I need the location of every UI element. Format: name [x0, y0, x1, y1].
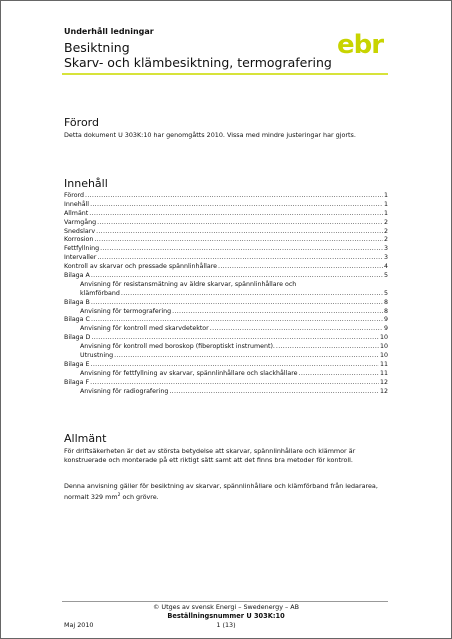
toc-entry-text: Fettfyllning — [64, 245, 100, 253]
toc-entry-page: 5 — [383, 272, 388, 280]
toc-entry[interactable] — [64, 210, 388, 219]
toc-entry-text: Utrustning — [80, 352, 114, 360]
toc-entry[interactable] — [64, 219, 388, 228]
toc-entry-text: Anvisning för radiografering — [80, 387, 169, 395]
toc-entry[interactable] — [64, 334, 388, 343]
toc-entry[interactable] — [64, 379, 388, 388]
toc-entry[interactable] — [64, 343, 388, 352]
toc-entry-page: 8 — [383, 307, 388, 315]
toc-entry[interactable] — [64, 281, 388, 290]
toc-entry-page: 5 — [383, 289, 388, 297]
toc-entry[interactable] — [64, 263, 388, 272]
toc-entry-page: 4 — [383, 263, 388, 271]
toc-entry-text: Bilaga A — [64, 272, 90, 280]
toc-entry[interactable] — [64, 290, 388, 299]
toc-entry[interactable] — [64, 308, 388, 317]
forord-heading: Förord — [64, 116, 99, 129]
toc-entry-page: 2 — [383, 218, 388, 226]
toc-entry-page: 12 — [379, 387, 388, 395]
toc-entry-text: Bilaga C — [64, 316, 90, 324]
toc-entry-text: Anvisning för termografering — [80, 307, 172, 315]
innehall-heading: Innehåll — [64, 177, 108, 190]
toc-entry-text: Bilaga D — [64, 334, 91, 342]
toc-entry-page: 3 — [383, 245, 388, 253]
toc-entry[interactable] — [64, 201, 388, 210]
document-subtitle: Skarv- och klämbesiktning, termografering — [64, 55, 332, 70]
toc-entry[interactable] — [64, 272, 388, 281]
toc-entry-text: Anvisning för resistansmätning av äldre skarvar, spännlinhållare och — [80, 280, 297, 288]
toc-entry[interactable] — [64, 388, 388, 397]
toc-entry-text: Varmgång — [64, 218, 97, 226]
toc-entry-page: 8 — [383, 298, 388, 306]
toc-entry-text: Bilaga E — [64, 360, 90, 368]
toc-entry-page: 1 — [383, 200, 388, 208]
toc-entry-page: 1 — [383, 209, 388, 217]
footer-date: Maj 2010 — [64, 621, 94, 629]
toc-entry-page: 2 — [383, 227, 388, 235]
toc-entry-text: Förord — [64, 192, 85, 199]
toc-entry[interactable] — [64, 228, 388, 237]
toc-entry-text: Anvisning för kontroll med boroskop (fiberoptiskt instrument). — [80, 343, 275, 351]
toc-entry-page: 9 — [383, 316, 388, 324]
toc-entry-text: Kontroll av skarvar och pressade spännlinhållare — [64, 263, 218, 271]
toc-entry[interactable] — [64, 352, 388, 361]
toc-entry[interactable] — [64, 299, 388, 308]
toc-entry-text: Innehåll — [64, 200, 90, 208]
toc-entry-page: 11 — [379, 360, 388, 368]
forord-text: Detta dokument U 303K:10 har genomgåtts 2010. Vissa med mindre justeringar har gjorts. — [64, 131, 356, 139]
toc-entry[interactable] — [64, 236, 388, 245]
toc-entry-page: 1 — [383, 192, 388, 199]
allmant-heading: Allmänt — [64, 432, 107, 445]
toc-entry[interactable] — [64, 370, 388, 379]
toc-entry-text: Korrosion — [64, 236, 94, 244]
allmant-paragraph-2: Denna anvisning gäller för besiktning av skarvar, spännlinhållare och klämförband från ledararea, normalt 329 $mm^2$ och grövre. — [64, 482, 378, 501]
toc-entry-page: 10 — [379, 352, 388, 360]
toc-entry-text: Bilaga F — [64, 378, 90, 386]
toc-entry[interactable] — [64, 192, 388, 201]
toc-entry[interactable] — [64, 316, 388, 325]
toc-entry-text: Snedslarv — [64, 227, 96, 235]
toc-entry[interactable] — [64, 325, 388, 334]
toc-entry-page: 11 — [379, 369, 388, 377]
toc-entry[interactable] — [64, 254, 388, 263]
toc-entry-text: Bilaga B — [64, 298, 90, 306]
toc-entry-text: Intervaller — [64, 254, 97, 262]
footer-page-number: 1 (13) — [216, 621, 236, 629]
allmant-paragraph-1: För driftsäkerheten är det av största betydelse att skarvar, spännlinhållare och klämmor är konstruerade och monterade på ett riktigt sätt samt att det finns bra metoder för kontroll. — [64, 447, 356, 464]
toc-entry-text: klämförband — [80, 289, 120, 297]
footer-publisher: © Utges av svensk Energi – Swedenergy – AB — [152, 603, 300, 611]
document-title: Besiktning — [64, 40, 130, 55]
table-of-contents — [64, 192, 388, 396]
toc-entry-text: Allmänt — [64, 209, 89, 217]
document-series: Underhåll ledningar — [64, 27, 154, 36]
toc-entry[interactable] — [64, 361, 388, 370]
footer-order-number: Beställningsnummer U 303K:10 — [167, 612, 285, 620]
toc-entry-page: 3 — [383, 254, 388, 262]
logo-text: ebr — [337, 30, 384, 60]
header-rule — [62, 73, 388, 75]
toc-entry-page: 9 — [383, 325, 388, 333]
toc-entry-page: 10 — [379, 343, 388, 351]
footer-rule — [62, 601, 388, 602]
toc-entry-text: Anvisning för kontroll med skarvdetektor — [80, 325, 209, 333]
toc-entry-text: Anvisning för fettfyllning av skarvar, spännlinhållare och slackhållare — [80, 369, 298, 377]
toc-entry-page: 2 — [383, 236, 388, 244]
toc-entry-page: 12 — [379, 378, 388, 386]
toc-entry-page: 10 — [379, 334, 388, 342]
ebr-logo — [335, 27, 391, 63]
toc-entry[interactable] — [64, 245, 388, 254]
